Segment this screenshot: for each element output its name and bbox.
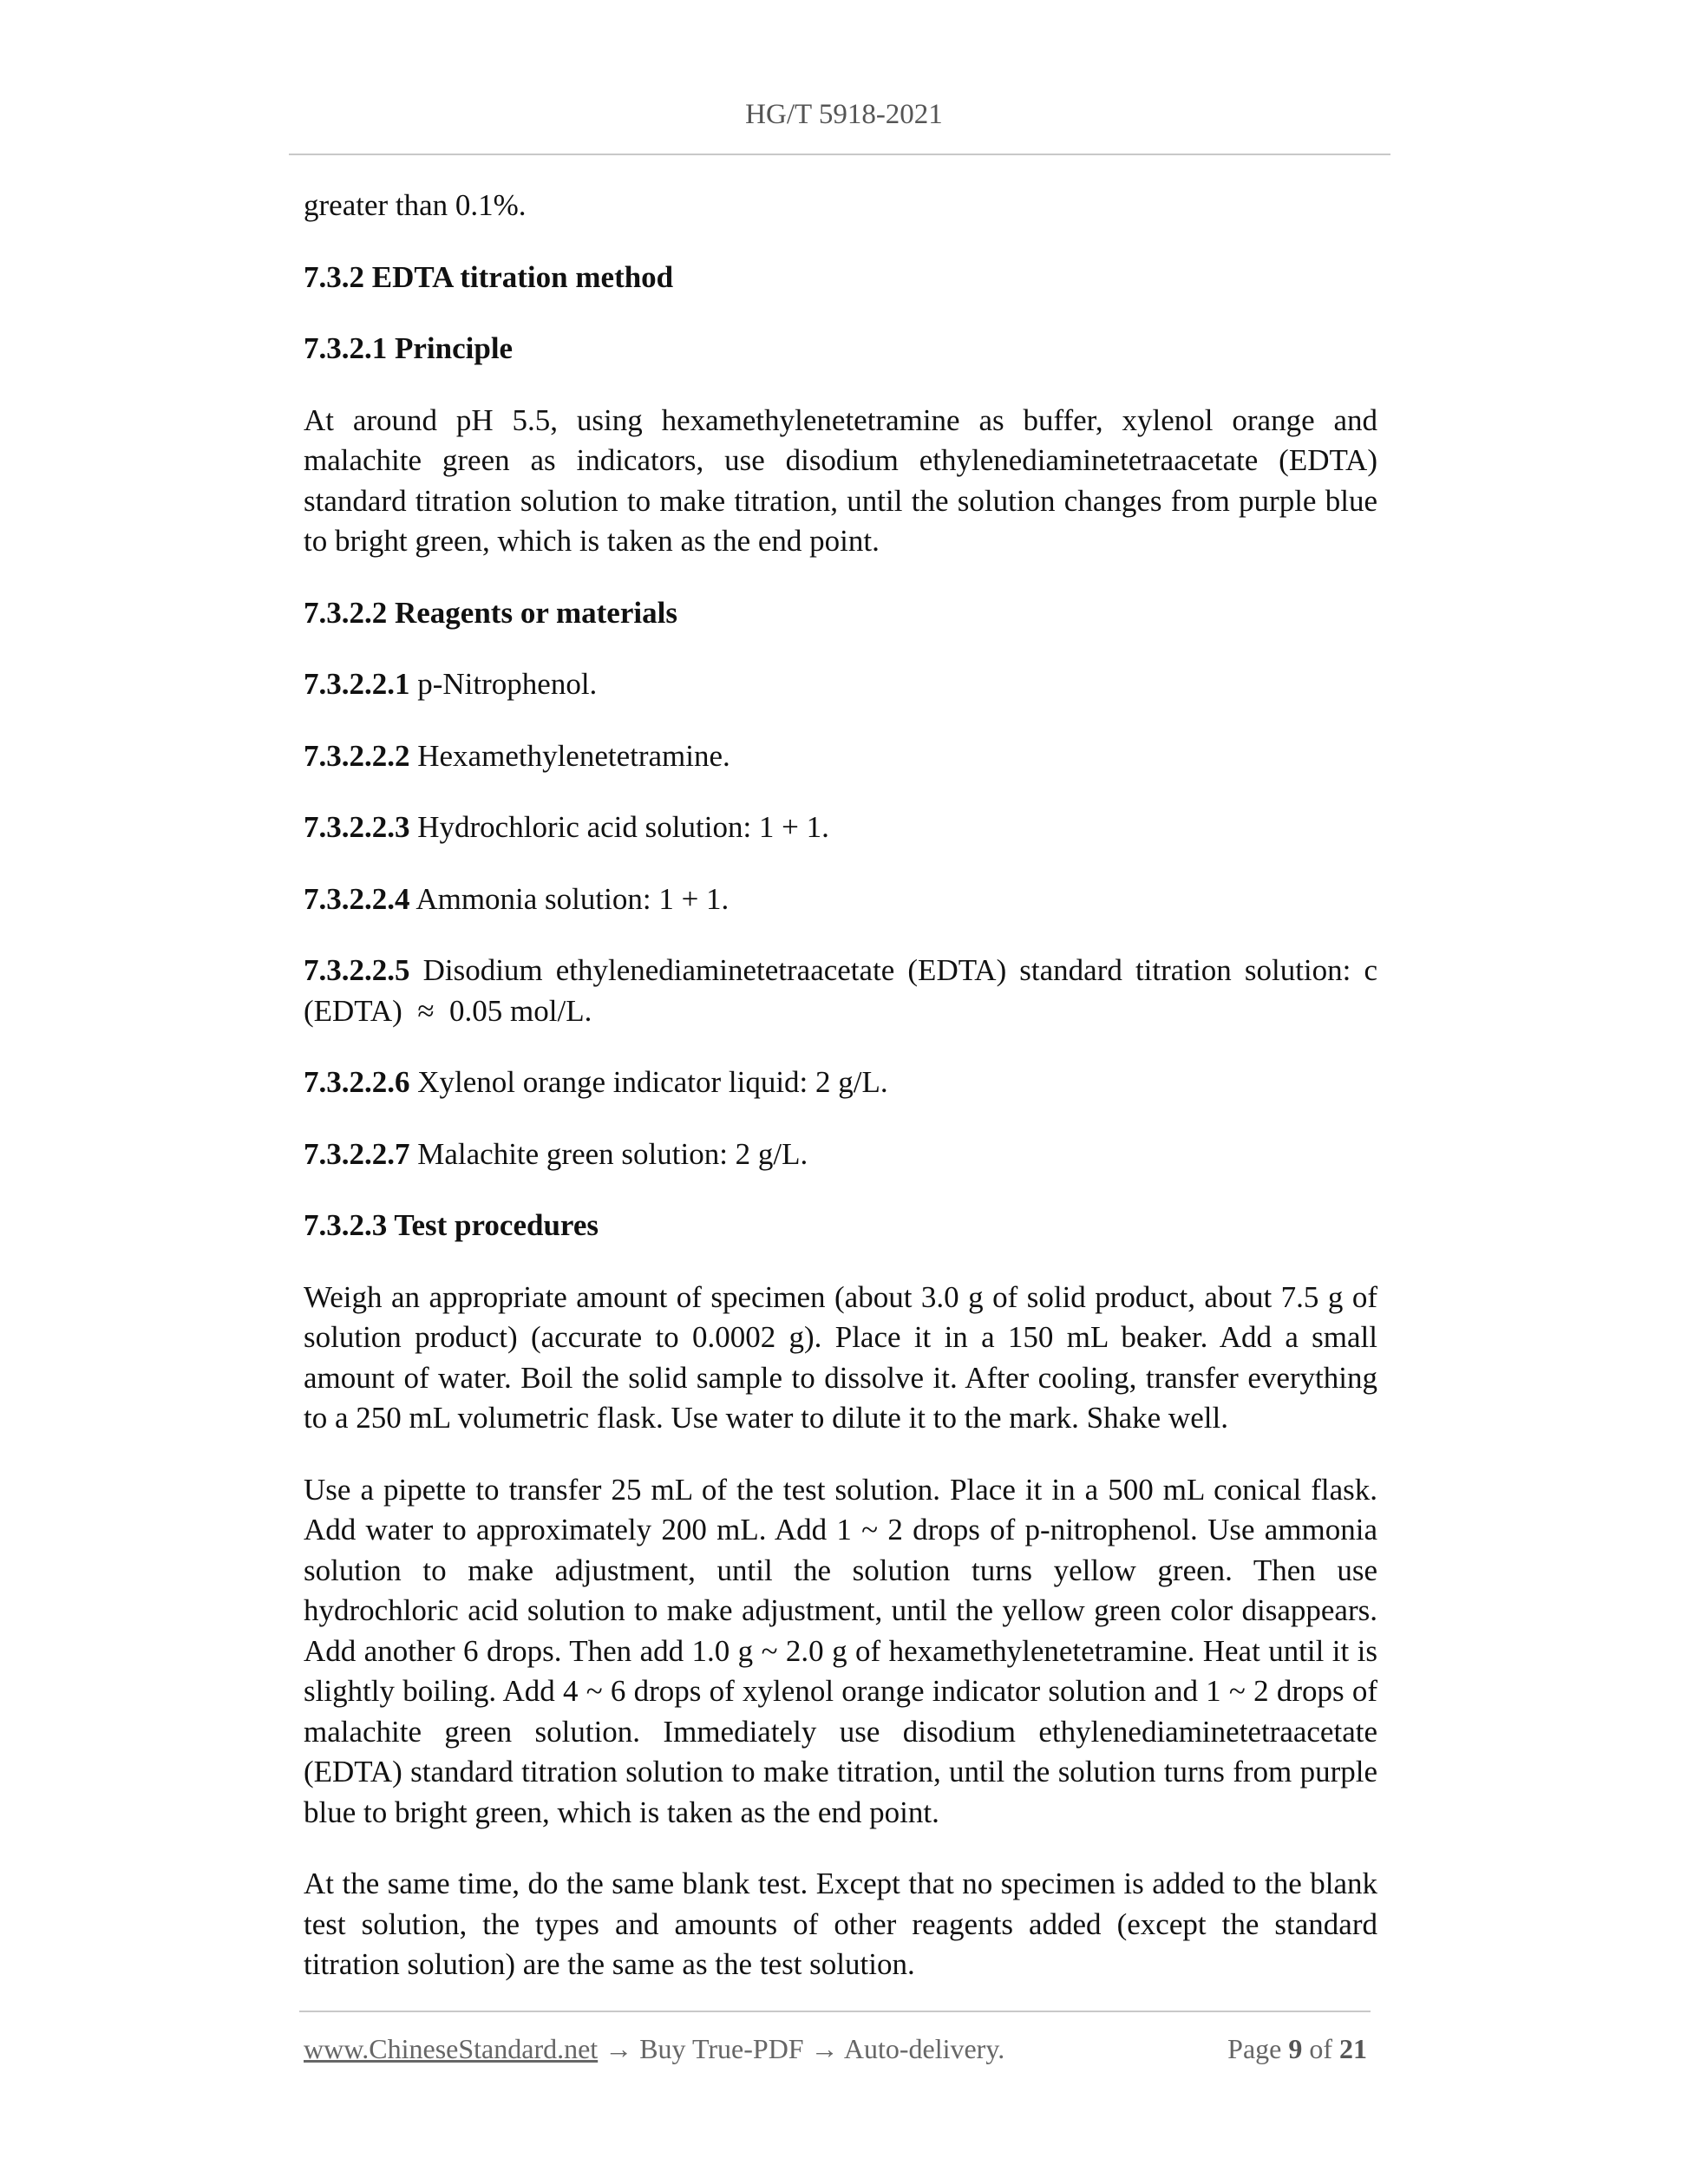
section-heading-7-3-2: 7.3.2 EDTA titration method <box>304 259 674 294</box>
reagent-item <box>304 1063 1377 1103</box>
reagent-item <box>304 664 1377 705</box>
reagent-text: Hexamethylenetetramine. <box>409 738 730 773</box>
arrow-right-icon: → <box>810 2033 839 2064</box>
header-divider <box>289 154 1390 155</box>
reagent-item <box>304 808 1377 848</box>
reagent-number: 7.3.2.2.4 <box>304 881 410 916</box>
principle-paragraph: At around pH 5.5, using hexamethylenetetramine as buffer, xylenol orange and malachite green as indicators, use disodium ethylenediaminetetraacetate (EDTA) standard titration solution to make titration, until the solution changes from purple blue to bright green, which is taken as the end point. <box>304 402 1377 558</box>
reagent-number: 7.3.2.2.7 <box>304 1136 410 1171</box>
reagent-text: Xylenol orange indicator liquid: 2 g/L. <box>409 1065 888 1099</box>
page-of-label: of <box>1302 2033 1339 2064</box>
procedure-paragraph-3: At the same time, do the same blank test. Except that no specimen is added to the blank test solution, the types and amounts of other reagents added (except the standard titration solution) are the same as the test solution. <box>304 1867 1377 1981</box>
reagent-text: Ammonia solution: 1 + 1. <box>409 881 730 916</box>
reagent-number: 7.3.2.2.1 <box>304 667 410 701</box>
footer-divider <box>299 2011 1371 2012</box>
procedure-paragraph-1: Weigh an appropriate amount of specimen (about 3.0 g of solid product, about 7.5 g of solution product) (accurate to 0.0002 g). Place it in a 150 mL beaker. Add a small amount of water. Boil the solid sample to dissolve it. After cooling, transfer everything to a 250 mL volumetric flask. Use water to dilute it to the mark. Shake well. <box>304 1279 1377 1435</box>
document-code-header: HG/T 5918-2021 <box>745 99 943 130</box>
page-body <box>304 186 1377 2017</box>
buy-pdf-text: Buy True-PDF <box>632 2033 811 2064</box>
continued-paragraph: greater than 0.1%. <box>304 188 527 222</box>
reagent-text: Disodium ethylenediaminetetraacetate (EDTA) standard titration solution: c (EDTA) ≈ 0.05 mol/L. <box>304 953 1377 1028</box>
reagent-number: 7.3.2.2.3 <box>304 810 410 844</box>
footer-promo <box>304 2031 1004 2066</box>
reagent-item <box>304 879 1377 920</box>
arrow-right-icon: → <box>605 2033 633 2064</box>
auto-delivery-text: Auto-delivery. <box>838 2033 1005 2064</box>
reagent-number: 7.3.2.2.2 <box>304 738 410 773</box>
reagent-item <box>304 736 1377 777</box>
page-number: 9 <box>1288 2033 1303 2064</box>
reagent-item <box>304 951 1377 1031</box>
reagent-number: 7.3.2.2.5 <box>304 953 410 987</box>
section-heading-7-3-2-1: 7.3.2.1 Principle <box>304 331 514 365</box>
reagent-text: Hydrochloric acid solution: 1 + 1. <box>409 810 829 844</box>
reagent-text: p-Nitrophenol. <box>409 667 598 701</box>
section-heading-7-3-2-3: 7.3.2.3 Test procedures <box>304 1208 599 1242</box>
reagent-text: Malachite green solution: 2 g/L. <box>409 1136 808 1171</box>
procedure-paragraph-2: Use a pipette to transfer 25 mL of the test solution. Place it in a 500 mL conical flask. Add water to approximately 200 mL. Add 1 ~ 2 drops of p-nitrophenol. Use ammonia solution to make adjustment, until the solution turns yellow green. Then use hydrochloric acid solution to make adjustment, until the yellow green color disappears. Add another 6 drops. Then add 1.0 g ~ 2.0 g of hexamethylenetetramine. Heat until it is slightly boiling. Add 4 ~ 6 drops of xylenol orange indicator solution and 1 ~ 2 drops of malachite green solution. Immediately use disodium ethylenediaminetetraacetate (EDTA) standard titration solution to make titration, until the solution turns from purple blue to bright green, which is taken as the end point. <box>304 1472 1377 1829</box>
page-label: Page <box>1227 2033 1289 2064</box>
page-total: 21 <box>1339 2033 1367 2064</box>
page-indicator <box>1227 2031 1367 2066</box>
section-heading-7-3-2-2: 7.3.2.2 Reagents or materials <box>304 595 677 630</box>
reagent-item <box>304 1135 1377 1175</box>
reagent-number: 7.3.2.2.6 <box>304 1065 410 1099</box>
site-link[interactable]: www.ChineseStandard.net <box>304 2033 599 2064</box>
